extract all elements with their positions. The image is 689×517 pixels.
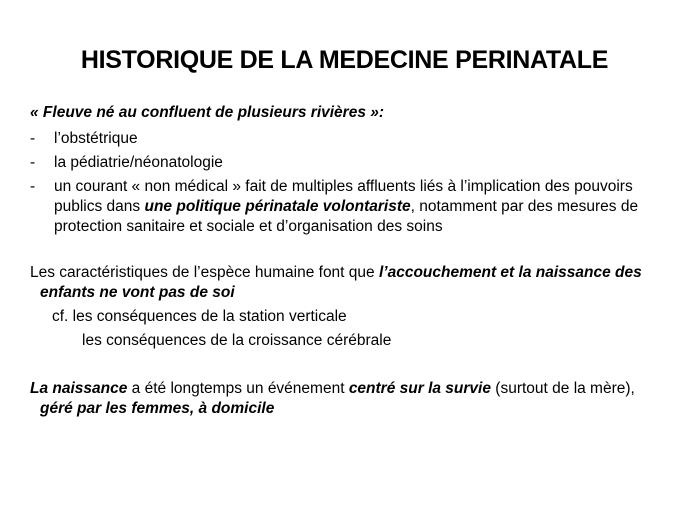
bullet-text-part: , notamment par des mesures de protection sanitaire et sociale et d’organisation des soins: [54, 198, 639, 235]
paragraph-emphasis: La naissance: [30, 380, 128, 397]
paragraph-text: Les caractéristiques de l’espèce humaine font que: [30, 264, 379, 281]
bullet-text: la pédiatrie/néonatologie: [54, 154, 223, 171]
intro-quote: « Fleuve né au confluent de plusieurs rivières »:: [30, 104, 385, 121]
paragraph-text: a été longtemps un événement: [127, 380, 349, 397]
bullet-item: [30, 153, 670, 173]
bullet-dash: -: [30, 154, 36, 171]
slide-title: HISTORIQUE DE LA MEDECINE PERINATALE: [80, 46, 609, 74]
cf-line: cf. les conséquences de la station verticale: [52, 308, 347, 325]
slide-body: [30, 103, 670, 419]
bullet-text: l’obstétrique: [54, 130, 138, 147]
bullet-emphasis: une politique périnatale volontariste: [144, 198, 411, 215]
cf-line: les conséquences de la croissance cérébrale: [82, 332, 392, 349]
paragraph-species: [30, 263, 670, 303]
bullet-text: [54, 178, 638, 235]
paragraph-birth: [30, 379, 670, 419]
paragraph-emphasis: centré sur la survie: [348, 380, 491, 397]
bullet-item: [30, 177, 670, 237]
bullet-dash: -: [30, 178, 36, 195]
bullet-item: [30, 129, 670, 149]
paragraph-emphasis: l’accouchement et la naissance des enfants ne vont pas de soi: [40, 264, 642, 301]
bullet-dash: -: [30, 130, 36, 147]
paragraph-text: (surtout de la mère),: [490, 380, 635, 397]
bullet-text-part: un courant « non médical » fait de multiples affluents liés à l’implication des pouvoirs publics dans: [54, 178, 633, 215]
paragraph-emphasis: géré par les femmes, à domicile: [40, 400, 275, 417]
